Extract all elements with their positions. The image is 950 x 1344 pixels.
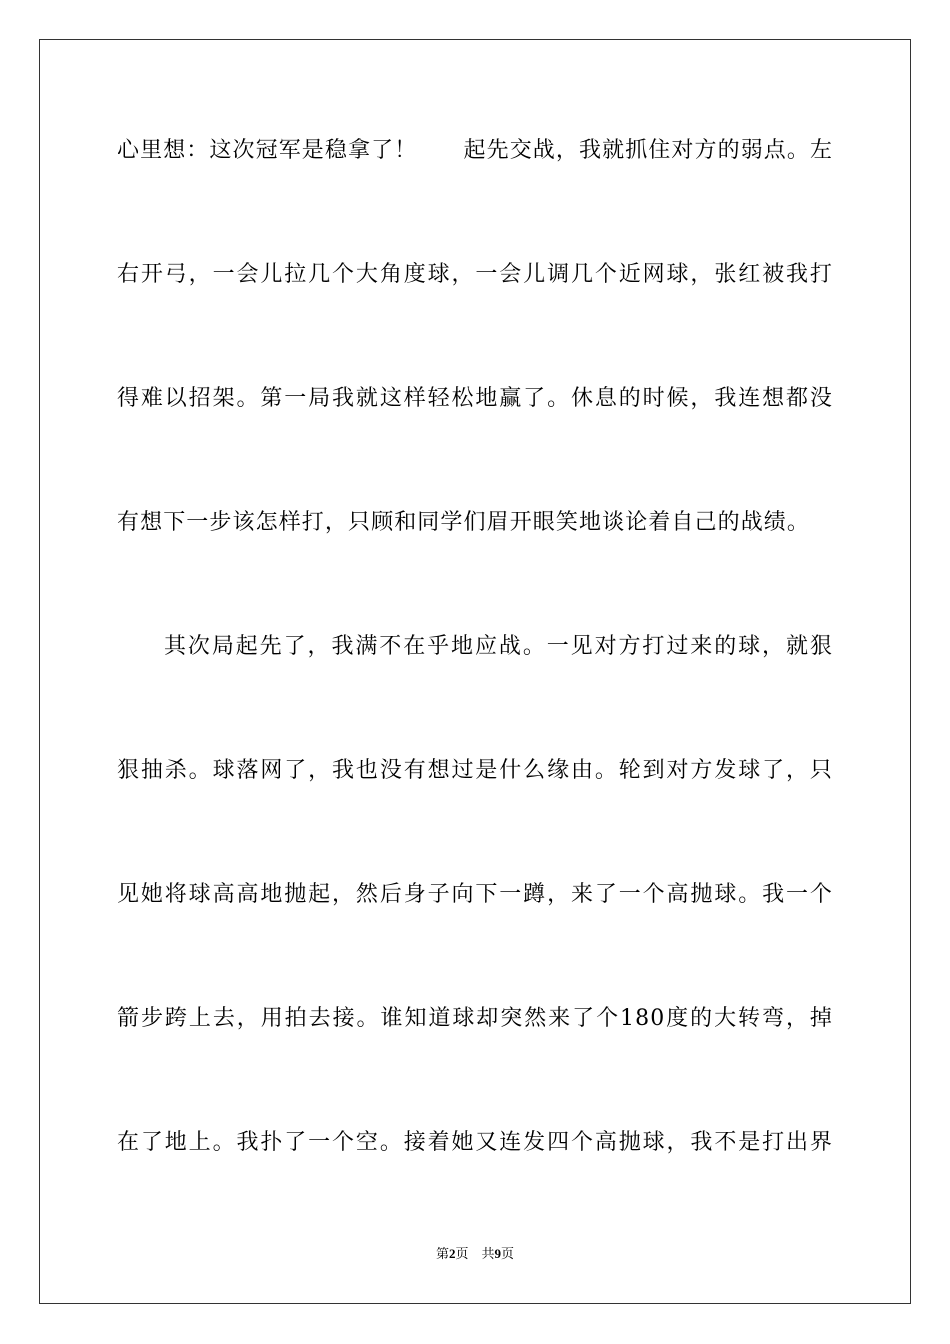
body-line-7: 见她将球高高地抛起，然后身子向下一蹲，来了一个高抛球。我一个 — [117, 882, 833, 907]
body-line-6: 狠抽杀。球落网了，我也没有想过是什么缘由。轮到对方发球了，只 — [117, 758, 833, 783]
body-line-2: 右开弓，一会儿拉几个大角度球，一会儿调几个近网球，张红被我打 — [117, 262, 833, 287]
footer-total-pages: 9 — [494, 1246, 501, 1261]
body-line-1: 心里想：这次冠军是稳拿了！ 起先交战，我就抓住对方的弱点。左 — [117, 138, 834, 163]
body-line-5: 其次局起先了，我满不在乎地应战。一见对方打过来的球，就狠 — [164, 634, 833, 659]
body-line-9: 在了地上。我扑了一个空。接着她又连发四个高抛球，我不是打出界 — [117, 1130, 833, 1155]
body-line-3: 得难以招架。第一局我就这样轻松地赢了。休息的时候，我连想都没 — [117, 386, 833, 411]
footer-suffix: 页 — [501, 1246, 515, 1261]
footer-mid: 页 共 — [455, 1246, 495, 1261]
page-border — [39, 39, 911, 1304]
page-footer — [0, 1245, 950, 1263]
body-line-4: 有想下一步该怎样打，只顾和同学们眉开眼笑地谈论着自己的战绩。 — [117, 510, 811, 535]
footer-prefix: 第 — [435, 1246, 449, 1261]
footer-current-page: 2 — [448, 1246, 456, 1261]
body-line-8: 箭步跨上去，用拍去接。谁知道球却突然来了个180度的大转弯，掉 — [117, 1006, 833, 1031]
